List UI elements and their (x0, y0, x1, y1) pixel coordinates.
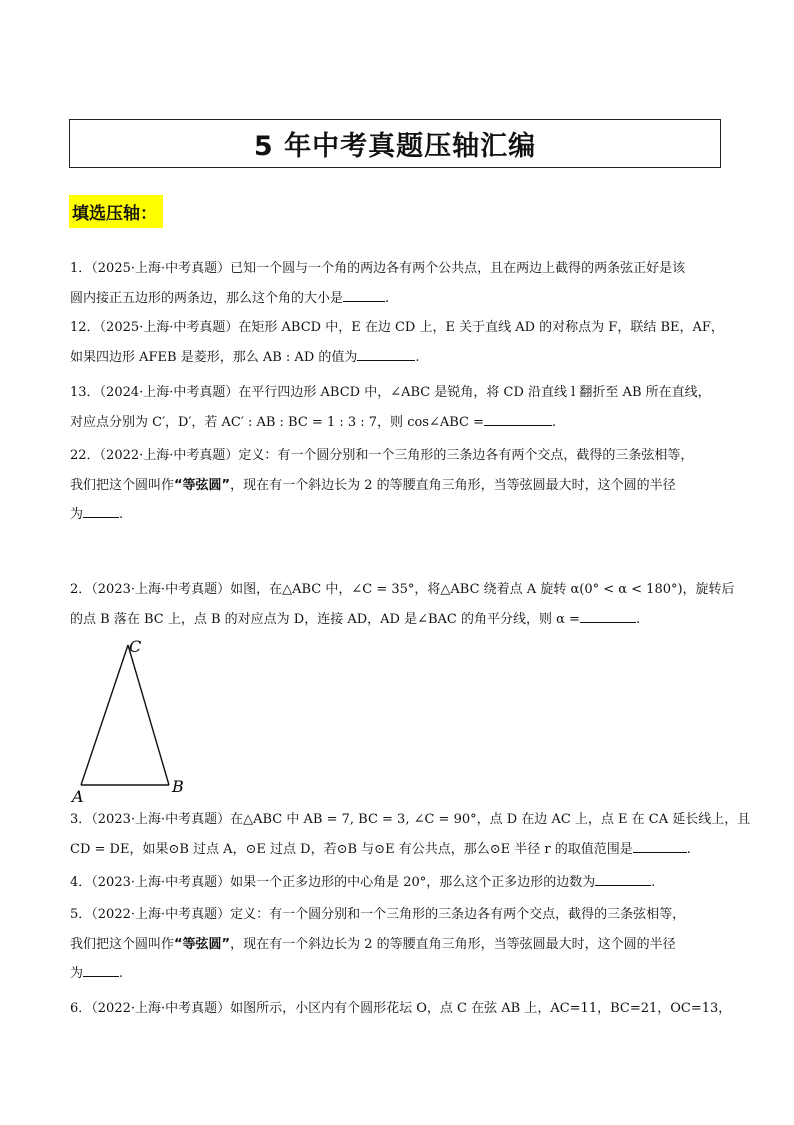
question-5-line-3 (70, 959, 730, 989)
question-4-end: . (651, 875, 656, 890)
question-5-text-3: 为 (70, 966, 84, 981)
question-5-text-c: ，现在有一个斜边长为 2 的等腰直角三角形，当等弦圆最大时，这个圆的半径 (230, 936, 676, 952)
question-1-line-1: 1．（2025·上海·中考真题）已知一个圆与一个角的两边各有两个公共点，且在两边上截得的两条弦正好是该 (70, 261, 686, 276)
question-5-line-1: 5．（2022·上海·中考真题）定义：有一个圆分别和一个三角形的三条边各有两个交点，截得的三条弦相等， (70, 907, 686, 922)
question-22-text-c: ，现在有一个斜边长为 2 的等腰直角三角形，当等弦圆最大时，这个圆的半径 (230, 477, 676, 493)
question-4-line-1 (70, 868, 730, 898)
question-22-line-2 (70, 471, 730, 501)
label-b: B (172, 777, 184, 796)
question-12-line-1: 12．（2025·上海·中考真题）在矩形 ABCD 中，E 在边 CD 上，E 关于直线 AD 的对称点为 F，联结 BE，AF， (70, 320, 724, 335)
question-3-end: . (686, 841, 691, 857)
question-22-term: “等弦圆” (174, 477, 231, 493)
answer-blank (343, 287, 385, 302)
question-22-text-3: 为 (70, 507, 84, 522)
question-22-text-a: 我们把这个圆叫作 (70, 477, 175, 493)
question-5-end: . (119, 966, 124, 981)
question-13-line-2 (70, 408, 730, 438)
side-ca (81, 645, 128, 785)
question-13-text: 对应点分别为 C′，D′，若 AC′ : AB : BC = 1 : 3 : 7，则 cos∠ABC = (70, 414, 485, 430)
question-5-text-a: 我们把这个圆叫作 (70, 936, 175, 952)
question-5-term: “等弦圆” (174, 936, 231, 952)
question-1-end: . (385, 290, 390, 306)
answer-blank (357, 346, 415, 361)
question-12 (70, 313, 730, 372)
question-1-line-2 (70, 284, 730, 314)
label-a: A (72, 787, 84, 806)
side-cb (128, 645, 169, 785)
question-1 (70, 254, 730, 313)
question-6-line-1: 6．（2022·上海·中考真题）如图所示，小区内有个圆形花坛 O，点 C 在弦 AB 上，AC=11，BC=21，OC=13， (70, 1001, 732, 1016)
question-3-line-1: 3．（2023·上海·中考真题）在△ABC 中 AB = 7, BC = 3, ∠C = 90°，点 D 在边 AC 上，点 E 在 CA 延长线上，且 (70, 812, 751, 827)
question-13-end: . (552, 414, 557, 430)
question-2-line-1: 2．（2023·上海·中考真题）如图，在△ABC 中，∠C = 35°，将△ABC 绕着点 A 旋转 α(0° < α < 180°)，旋转后 (70, 582, 735, 597)
question-3 (70, 805, 751, 864)
question-2 (70, 575, 735, 634)
question-22-end: . (119, 507, 124, 522)
question-3-line-2 (70, 835, 730, 865)
question-3-text: CD = DE，如果⊙B 过点 A，⊙E 过点 D，若⊙B 与⊙E 有公共点，那么⊙E 半径 r 的取值范围是 (70, 841, 633, 857)
title-box (69, 119, 721, 168)
question-22-line-3 (70, 500, 730, 530)
label-c: C (129, 637, 142, 656)
question-12-end: . (415, 349, 420, 365)
section-heading: 填选压轴： (69, 195, 163, 228)
question-4 (70, 868, 730, 898)
question-12-line-2 (70, 343, 730, 373)
question-1-text: 圆内接正五边形的两条边，那么这个角的大小是 (70, 290, 344, 306)
question-22 (70, 441, 730, 530)
question-13-line-1: 13．（2024·上海·中考真题）在平行四边形 ABCD 中，∠ABC 是锐角，将 CD 沿直线 l 翻折至 AB 所在直线， (70, 385, 711, 400)
answer-blank (633, 838, 687, 853)
answer-blank (484, 411, 552, 426)
question-22-line-1: 22．（2022·上海·中考真题）定义：有一个圆分别和一个三角形的三条边各有两个交点，截得的三条弦相等， (70, 448, 694, 463)
question-2-line-2 (70, 605, 730, 635)
question-5-line-2 (70, 930, 730, 960)
question-4-text: 4．（2023·上海·中考真题）如果一个正多边形的中心角是 20°，那么这个正多边形的边数为 (70, 875, 596, 890)
answer-blank (83, 503, 119, 518)
page-title: 5 年中考真题压轴汇编 (253, 131, 537, 162)
answer-blank (595, 871, 651, 886)
question-6 (70, 994, 730, 1024)
triangle-figure (68, 635, 198, 810)
question-2-text: 的点 B 落在 BC 上，点 B 的对应点为 D，连接 AD，AD 是∠BAC 的角平分线，则 α = (70, 611, 580, 627)
answer-blank (580, 608, 636, 623)
answer-blank (83, 962, 119, 977)
question-2-end: . (635, 611, 641, 627)
question-12-text: 如果四边形 AFEB 是菱形，那么 AB : AD 的值为 (70, 349, 358, 365)
question-5 (70, 900, 730, 989)
question-13 (70, 378, 730, 437)
